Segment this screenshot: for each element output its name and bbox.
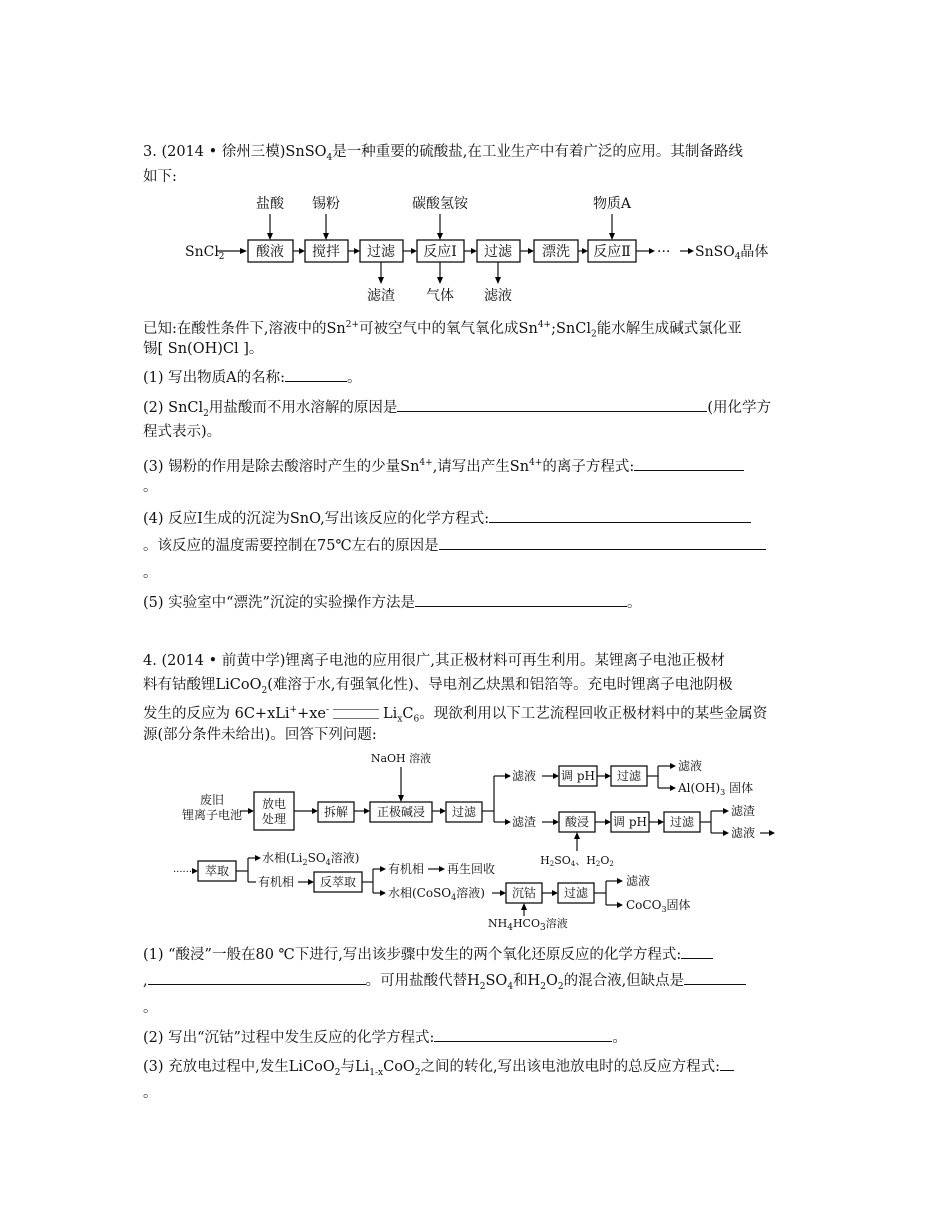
flow4-box-discharge: 放电 bbox=[261, 797, 287, 811]
flow4-filtrate-out3: 滤液 bbox=[626, 874, 651, 888]
q4-line4: 源(部分条件未给出)。回答下列问题: bbox=[143, 727, 377, 743]
answer-blank[interactable] bbox=[681, 944, 713, 959]
answer-blank[interactable] bbox=[720, 1056, 734, 1071]
q4-part1-line3: 。 bbox=[143, 1000, 158, 1016]
flow4-nh4hco3: $NH_4HCO_3$溶液 bbox=[488, 917, 568, 934]
flow3-output-filtrate: 滤液 bbox=[484, 288, 512, 304]
flow4-h2so4-h2o2: H2SO4、H2O2 bbox=[540, 854, 614, 868]
flow4-filtrate-out2: 滤液 bbox=[731, 826, 756, 840]
q4-flow-diagram bbox=[0, 748, 950, 923]
q3-part2: (2) SnCl$_2$用盐酸而不用水溶解的原因是 (用化学方 bbox=[143, 397, 771, 425]
flow3-box-stir: 搅拌 bbox=[312, 244, 340, 260]
flow3-box-filter1: 过滤 bbox=[367, 244, 395, 260]
q4-line3: 发生的反应为 6C+xLi++xe- $Li_xC_6$。现欲利用以下工艺流程回收正极材料中的某些金属资 bbox=[143, 705, 768, 725]
flow3-box-react1: 反应Ⅰ bbox=[423, 244, 457, 260]
q3-part3-line2: 。 bbox=[143, 479, 158, 495]
flow3-box-rinse: 漂洗 bbox=[542, 244, 570, 260]
flow3-box-filter2: 过滤 bbox=[484, 244, 512, 260]
q4-line2: 料有钴酸锂LiCoO$_2$(难溶于水,有强氧化性)、导电剂乙炔黑和铝箔等。充电时锂离子电池阴极 bbox=[143, 677, 733, 696]
q3-known-1: 已知:在酸性条件下,溶液中的$Sn^{2+}$可被空气中的氧气氧化成$Sn^{4+};SnCl_2$能水解生成碱式氯化亚 bbox=[143, 320, 742, 340]
flow4-box-filter2: 过滤 bbox=[616, 769, 642, 783]
flow4-water-coso4: 水相(CoSO$_4$溶液) bbox=[388, 886, 485, 902]
answer-blank[interactable] bbox=[439, 535, 766, 550]
flow3-dots: ··· bbox=[657, 244, 671, 260]
flow4-box-filter3: 过滤 bbox=[669, 815, 695, 829]
flow3-input-nh4hco3: 碳酸氢铵 bbox=[412, 196, 468, 212]
q3-flow-diagram bbox=[0, 0, 950, 310]
flow3-output-residue: 滤渣 bbox=[367, 288, 395, 304]
q3-part4-line3: 。 bbox=[143, 565, 158, 581]
flow4-filtrate1: 滤液 bbox=[512, 769, 537, 783]
flow3-end: SnSO$_4$晶体 bbox=[695, 244, 769, 262]
q3-title-line2: 如下: bbox=[143, 169, 177, 185]
flow4-box-disassemble: 拆解 bbox=[323, 805, 349, 819]
q4-part1-line2: , 。可用盐酸代替$H_2SO_4$和$H_2O_2$的混合液,但缺点是 bbox=[143, 970, 746, 998]
flow3-input-hcl: 盐酸 bbox=[256, 196, 284, 212]
q3-part4: (4) 反应Ⅰ生成的沉淀为SnO,写出该反应的化学方程式: bbox=[143, 508, 751, 530]
flow4-org-phase1: 有机相 bbox=[258, 875, 295, 889]
flow3-input-a: 物质A bbox=[592, 196, 632, 212]
answer-blank[interactable] bbox=[285, 367, 347, 382]
q3-known-2: 锡[ Sn(OH)Cl ]。 bbox=[143, 341, 264, 357]
answer-blank[interactable] bbox=[397, 397, 707, 412]
flow4-water-li2so4: 水相($Li_2SO_4$溶液) bbox=[262, 851, 360, 867]
flow4-recycle: 再生回收 bbox=[447, 862, 496, 876]
q3-part1: (1) 写出物质A的名称: 。 bbox=[143, 367, 362, 389]
flow4-aloh3: $Al(OH)_3$ 固体 bbox=[678, 781, 754, 797]
equilibrium-sign bbox=[333, 709, 379, 719]
flow4-box-precip-co: 沉钴 bbox=[511, 886, 537, 900]
flow4-org-phase2: 有机相 bbox=[388, 862, 425, 876]
q4-part1: (1) “酸浸”一般在80 ℃下进行,写出该步骤中发生的两个氧化还原反应的化学方程式: bbox=[143, 944, 713, 966]
q3-part4-line2: 。该反应的温度需要控制在75℃左右的原因是 bbox=[143, 535, 766, 557]
flow4-residue1: 滤渣 bbox=[512, 815, 537, 829]
q4-title: 4. (2014 • 前黄中学)锂离子电池的应用很广,其正极材料可再生利用。某锂离子电池正极材 bbox=[143, 653, 726, 669]
flow4-coco3: CoCO$_3$固体 bbox=[626, 898, 691, 914]
q3-title: 3. (2014 • 徐州三模)SnSO$_4$是一种重要的硫酸盐,在工业生产中有着广泛的应用。其制备路线 bbox=[143, 144, 743, 163]
flow4-box-ph2: 调 pH bbox=[613, 815, 647, 829]
q3-part3: (3) 锡粉的作用是除去酸溶时产生的少量$Sn^{4+}$,请写出产生$Sn^{4+}$的离子方程式: bbox=[143, 452, 744, 478]
flow3-box-react2: 反应Ⅱ bbox=[593, 244, 631, 260]
flow4-box-alkali-leach: 正极碱浸 bbox=[376, 805, 426, 819]
flow3-input-tin: 锡粉 bbox=[312, 196, 340, 212]
q3-part2-line2: 程式表示)。 bbox=[143, 424, 222, 440]
answer-blank[interactable] bbox=[489, 508, 751, 523]
answer-blank[interactable] bbox=[434, 1027, 612, 1042]
svg-text:锂离子电池: 锂离子电池 bbox=[181, 808, 243, 822]
flow4-filtrate-out1: 滤液 bbox=[678, 759, 703, 773]
flow4-residue-out: 滤渣 bbox=[731, 804, 756, 818]
q4-part3-line2: 。 bbox=[143, 1085, 158, 1101]
answer-blank[interactable] bbox=[684, 970, 746, 985]
flow3-output-gas: 气体 bbox=[426, 288, 454, 304]
q4-part3: (3) 充放电过程中,发生LiCoO$_2$与$Li_{1-x}CoO_2$之间的转化,写出该电池放电时的总反应方程式: bbox=[143, 1056, 734, 1084]
answer-blank[interactable] bbox=[415, 592, 627, 607]
answer-blank[interactable] bbox=[148, 970, 366, 985]
flow4-box-filter4: 过滤 bbox=[563, 886, 589, 900]
svg-text:······: ······ bbox=[173, 867, 193, 878]
q4-part2: (2) 写出“沉钴”过程中发生反应的化学方程式: 。 bbox=[143, 1027, 627, 1049]
flow3-start: SnCl$_2$ bbox=[185, 244, 225, 262]
q3-part5: (5) 实验室中“漂洗”沉淀的实验操作方法是 。 bbox=[143, 592, 641, 614]
flow4-box-filter1: 过滤 bbox=[451, 805, 477, 819]
flow4-naoh: NaOH 溶液 bbox=[370, 752, 432, 765]
flow3-box-acid: 酸液 bbox=[256, 244, 284, 260]
flow4-box-extract: 萃取 bbox=[204, 864, 230, 878]
flow4-waste: 废旧 bbox=[199, 793, 225, 807]
flow4-box-back-extract: 反萃取 bbox=[319, 875, 357, 889]
flow4-box-ph1: 调 pH bbox=[561, 769, 595, 783]
answer-blank[interactable] bbox=[634, 456, 744, 471]
svg-text:处理: 处理 bbox=[261, 812, 287, 826]
flow4-box-acid-leach: 酸浸 bbox=[564, 815, 590, 829]
